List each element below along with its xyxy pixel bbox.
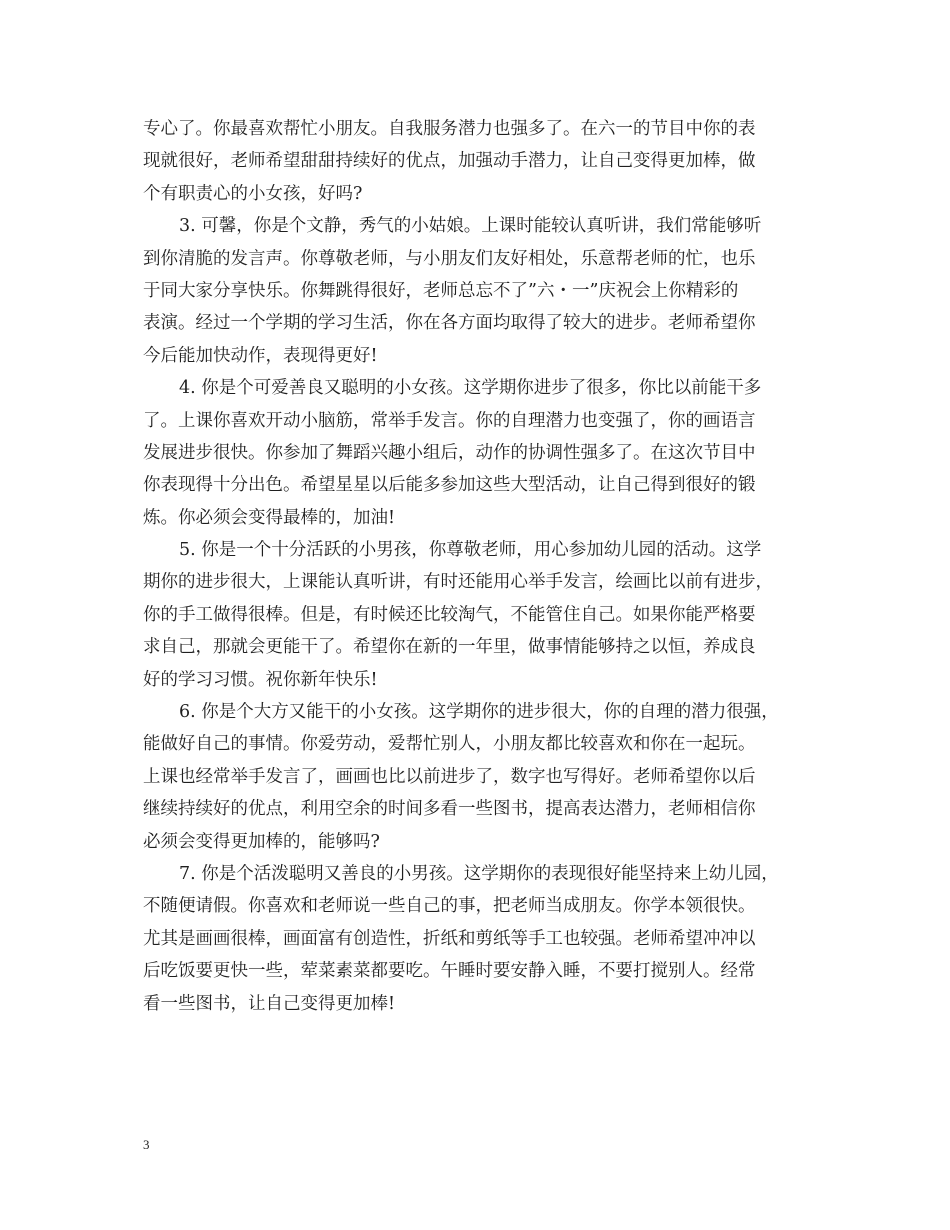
text-line: 不随便请假。你喜欢和老师说一些自己的事，把老师当成朋友。你学本领很快。 <box>143 896 756 917</box>
page-number: 3 <box>143 1137 150 1152</box>
text-line: 了。上课你喜欢开动小脑筋，常举手发言。你的自理潜力也变强了，你的画语言 <box>143 410 756 431</box>
text-line: 专心了。你最喜欢帮忙小朋友。自我服务潜力也强多了。在六一的节目中你的表 <box>143 119 756 139</box>
document-body <box>143 113 813 1020</box>
text-line: 看一些图书，让自己变得更加棒! <box>143 993 396 1014</box>
paragraph-first-line: 3. 可馨，你是个文静，秀气的小姑娘。上课时能较认真听讲，我们常能够听 <box>179 216 762 237</box>
text-line: 炼。你必须会变得最棒的，加油! <box>143 507 396 528</box>
paragraph-first-line: 4. 你是个可爱善良又聪明的小女孩。这学期你进步了很多，你比以前能干多 <box>179 378 762 399</box>
paragraph-first-line: 7. 你是个活泼聪明又善良的小男孩。这学期你的表现很好能坚持来上幼儿园， <box>179 863 779 884</box>
text-line: 你的手工做得很棒。但是，有时候还比较淘气，不能管住自己。如果你能严格要 <box>143 604 756 625</box>
paragraph-first-line: 6. 你是个大方又能干的小女孩。这学期你的进步很大，你的自理的潜力很强， <box>179 702 779 723</box>
text-line: 好的学习习惯。祝你新年快乐! <box>143 669 378 690</box>
text-line: 到你清脆的发言声。你尊敬老师，与小朋友们友好相处，乐意帮老师的忙，也乐 <box>143 248 756 269</box>
text-line: 能做好自己的事情。你爱劳动，爱帮忙别人，小朋友都比较喜欢和你在一起玩。 <box>143 734 756 755</box>
text-line: 必须会变得更加棒的，能够吗? <box>143 831 380 852</box>
text-line: 期你的进步很大，上课能认真听讲，有时还能用心举手发言，绘画比以前有进步， <box>143 572 773 593</box>
text-line: 尤其是画画很棒，画面富有创造性，折纸和剪纸等手工也较强。老师希望冲冲以 <box>143 928 756 949</box>
text-line: 现就很好，老师希望甜甜持续好的优点，加强动手潜力，让自己变得更加棒，做 <box>143 151 756 172</box>
text-line: 个有职责心的小女孩，好吗? <box>143 183 363 204</box>
text-line: 你表现得十分出色。希望星星以后能多参加这些大型活动，让自己得到很好的锻 <box>143 475 756 496</box>
text-line: 表演。经过一个学期的学习生活，你在各方面均取得了较大的进步。老师希望你 <box>143 313 756 334</box>
text-line: 今后能加快动作，表现得更好! <box>143 345 378 366</box>
text-line: 后吃饭要更快一些，荤菜素菜都要吃。午睡时要安静入睡，不要打搅别人。经常 <box>143 961 756 982</box>
text-line: 求自己，那就会更能干了。希望你在新的一年里，做事情能够持之以恒，养成良 <box>143 637 756 658</box>
text-line: 于同大家分享快乐。你舞跳得很好，老师总忘不了”六・一”庆祝会上你精彩的 <box>143 280 739 301</box>
text-line: 上课也经常举手发言了，画画也比以前进步了，数字也写得好。老师希望你以后 <box>143 766 756 787</box>
text-line: 发展进步很快。你参加了舞蹈兴趣小组后，动作的协调性强多了。在这次节目中 <box>143 442 756 463</box>
paragraph-first-line: 5. 你是一个十分活跃的小男孩，你尊敬老师，用心参加幼儿园的活动。这学 <box>179 540 762 561</box>
text-line: 继续持续好的优点，利用空余的时间多看一些图书，提高表达潜力，老师相信你 <box>143 799 756 820</box>
